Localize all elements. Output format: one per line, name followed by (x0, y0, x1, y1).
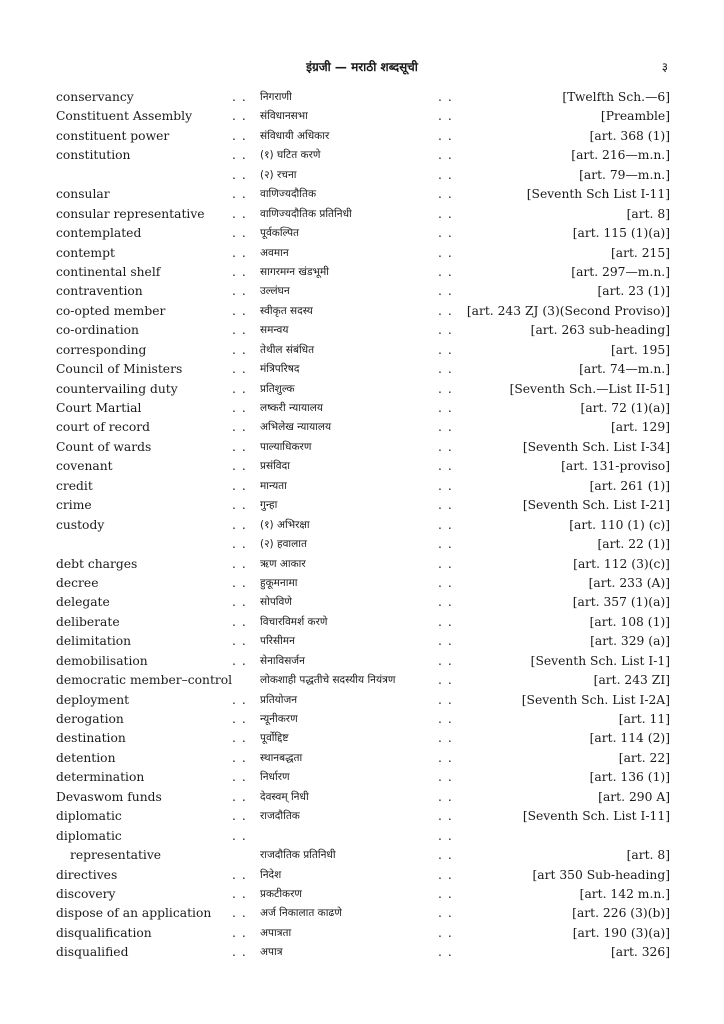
glossary-entry (56, 866, 670, 885)
leader-dots: . . (438, 634, 453, 649)
english-term: crime (56, 498, 92, 513)
article-reference: [art. 129] (610, 420, 670, 435)
marathi-term: (१) घटित करणे (260, 149, 321, 162)
leader-dots: . . (232, 420, 247, 435)
leader-dots: . . (232, 148, 247, 163)
english-term: Count of wards (56, 439, 152, 454)
leader-dots: . . (232, 401, 247, 415)
article-reference: [art. 368 (1)] (589, 128, 670, 143)
english-term: Council of Ministers (56, 362, 183, 377)
leader-dots: . . (438, 187, 453, 202)
glossary-entry (56, 438, 670, 457)
leader-dots: . . (438, 517, 453, 532)
article-reference: [art. 112 (3)(c)] (573, 556, 670, 571)
marathi-term: वाणिज्यदौतिक प्रतिनिधी (260, 207, 352, 220)
leader-dots: . . (438, 712, 453, 726)
glossary-entry (56, 496, 670, 515)
leader-dots: . . (438, 595, 453, 610)
marathi-term: न्यूनीकरण (260, 713, 298, 725)
article-reference: [art. 243 ZJ (3)(Second Proviso)] (466, 303, 670, 318)
article-reference: [art. 131-proviso] (561, 459, 670, 474)
english-term: constitution (56, 148, 131, 163)
marathi-term: देवस्वम् निधी (260, 790, 309, 803)
english-term: consular representative (56, 206, 205, 221)
marathi-term: ऋण आकार (260, 557, 306, 570)
marathi-term: निदेश (260, 868, 282, 881)
glossary-entry (56, 321, 670, 340)
english-term: determination (56, 770, 145, 785)
article-reference: [Seventh Sch. List I-11] (522, 809, 670, 824)
leader-dots: . . (232, 459, 247, 474)
leader-dots: . . (438, 323, 453, 338)
article-reference: [Seventh Sch. List I-21] (522, 498, 670, 513)
article-reference: [art. 329 (a)] (590, 634, 670, 649)
leader-dots: . . (438, 401, 453, 415)
english-term: decree (56, 575, 99, 590)
glossary-entry (56, 263, 670, 282)
marathi-term: पूर्वकल्पित (260, 227, 300, 240)
leader-dots: . . (438, 925, 453, 940)
leader-dots: . . (232, 537, 247, 552)
glossary-entry (56, 477, 670, 496)
leader-dots: . . (438, 226, 453, 241)
marathi-term: प्रतिशुल्क (260, 382, 295, 395)
marathi-term: (२) रचना (260, 168, 297, 181)
english-term: diplomatic (56, 809, 122, 824)
leader-dots: . . (232, 362, 247, 377)
leader-dots: . . (438, 692, 453, 707)
article-reference: [Seventh Sch. List I-1] (530, 653, 670, 668)
leader-dots: . . (232, 342, 247, 357)
leader-dots: . . (232, 925, 247, 940)
english-term: derogation (56, 712, 124, 726)
article-reference: [Preamble] (600, 109, 670, 124)
leader-dots: . . (438, 381, 453, 396)
glossary-entry (56, 146, 670, 165)
article-reference: [art. 115 (1)(a)] (572, 226, 670, 241)
article-reference: [art. 216—m.n.] (571, 148, 670, 163)
english-term: countervailing duty (56, 381, 178, 396)
glossary-entry (56, 613, 670, 632)
leader-dots: . . (438, 342, 453, 357)
leader-dots: . . (438, 245, 453, 260)
leader-dots: . . (232, 439, 247, 454)
english-term: constituent power (56, 128, 170, 143)
marathi-term: गुन्हा (260, 499, 278, 512)
glossary-entry (56, 399, 670, 418)
leader-dots: . . (232, 128, 247, 143)
english-term: disqualification (56, 925, 152, 940)
article-reference: [art. 22] (618, 750, 670, 765)
marathi-term: अभिलेख न्यायालय (260, 421, 332, 434)
leader-dots: . . (232, 226, 247, 241)
marathi-term: संविधायी अधिकार (260, 129, 330, 142)
glossary-entry (56, 516, 670, 535)
leader-dots: . . (232, 712, 247, 726)
leader-dots: . . (438, 731, 453, 746)
marathi-term: प्रतियोजन (260, 693, 298, 706)
marathi-term: मंत्रिपरिषद (260, 363, 300, 376)
article-reference: [art. 11] (618, 712, 670, 726)
glossary-entry (56, 88, 670, 107)
article-reference: [art. 23 (1)] (597, 284, 670, 299)
leader-dots: . . (232, 575, 247, 590)
leader-dots: . . (438, 673, 453, 688)
leader-dots: . . (438, 770, 453, 785)
english-term: corresponding (56, 342, 147, 357)
leader-dots: . . (438, 90, 453, 104)
article-reference: [art. 233 (A)] (588, 575, 670, 590)
glossary-entry (56, 535, 670, 554)
marathi-term: अपात्र (260, 946, 283, 959)
article-reference: [art. 263 sub-heading] (530, 323, 670, 338)
marathi-term: प्रकटीकरण (260, 887, 302, 900)
marathi-term: हुकूमनामा (260, 576, 298, 589)
marathi-term: प्रसंविदा (260, 460, 290, 473)
marathi-term: राजदौतिक (260, 810, 300, 823)
glossary-entry (56, 827, 670, 846)
glossary-entry (56, 671, 670, 690)
glossary-entry (56, 652, 670, 671)
leader-dots: . . (438, 148, 453, 163)
leader-dots: . . (438, 750, 453, 765)
leader-dots: . . (438, 206, 453, 221)
glossary-entry (56, 574, 670, 593)
article-reference: [art. 22 (1)] (597, 537, 670, 552)
english-term: representative (70, 848, 162, 863)
english-term: directives (56, 867, 118, 882)
glossary-entry (56, 244, 670, 263)
glossary-entry (56, 885, 670, 904)
leader-dots: . . (232, 517, 247, 532)
english-term: detention (56, 750, 116, 765)
leader-dots: . . (232, 109, 247, 124)
english-term: diplomatic (56, 828, 122, 843)
marathi-term: (२) हवालात (260, 538, 307, 551)
glossary-entry (56, 846, 670, 865)
leader-dots: . . (232, 206, 247, 221)
english-term: covenant (56, 459, 113, 474)
glossary-entry (56, 768, 670, 787)
article-reference: [art. 72 (1)(a)] (580, 401, 670, 415)
glossary-entry (56, 107, 670, 126)
leader-dots: . . (438, 128, 453, 143)
marathi-term: अवमान (260, 246, 289, 259)
leader-dots: . . (232, 789, 247, 804)
english-term: destination (56, 731, 126, 746)
leader-dots: . . (232, 750, 247, 765)
leader-dots: . . (232, 828, 247, 843)
marathi-term: सेनाविसर्जन (260, 654, 305, 667)
leader-dots: . . (438, 809, 453, 824)
leader-dots: . . (438, 614, 453, 629)
article-reference: [art. 357 (1)(a)] (572, 595, 670, 610)
marathi-term: सागरमग्न खंडभूमी (260, 265, 330, 278)
english-term: delimitation (56, 634, 132, 649)
leader-dots: . . (232, 614, 247, 629)
leader-dots: . . (232, 187, 247, 202)
leader-dots: . . (438, 362, 453, 377)
marathi-term: उल्लंघन (260, 285, 290, 298)
leader-dots: . . (232, 906, 247, 921)
leader-dots: . . (438, 789, 453, 804)
english-term: disqualified (56, 945, 129, 960)
article-reference: [Seventh Sch. List I-2A] (521, 692, 670, 707)
leader-dots: . . (438, 498, 453, 513)
leader-dots: . . (438, 945, 453, 960)
glossary-entry (56, 360, 670, 379)
leader-dots: . . (232, 556, 247, 571)
leader-dots: . . (232, 867, 247, 882)
leader-dots: . . (438, 886, 453, 901)
glossary-entry (56, 224, 670, 243)
marathi-term: राजदौतिक प्रतिनिधी (260, 849, 336, 862)
english-term: deployment (56, 692, 130, 707)
leader-dots: . . (438, 537, 453, 552)
english-term: Constituent Assembly (56, 109, 193, 124)
article-reference: [Seventh Sch List I-11] (526, 187, 670, 202)
marathi-term: पाल्याधिकरण (260, 440, 312, 453)
glossary-entry (56, 593, 670, 612)
leader-dots: . . (438, 284, 453, 299)
glossary-entry (56, 457, 670, 476)
article-reference: [art. 142 m.n.] (579, 886, 670, 901)
english-term: continental shelf (56, 264, 161, 279)
marathi-term: संविधानसभा (260, 110, 308, 123)
glossary-entry (56, 904, 670, 923)
marathi-term: तेथील संबंधित (260, 343, 315, 356)
glossary-entry (56, 788, 670, 807)
marathi-term: लष्करी न्यायालय (260, 402, 323, 414)
glossary-entry (56, 127, 670, 146)
english-term: custody (56, 517, 105, 532)
leader-dots: . . (232, 478, 247, 493)
english-term: democratic member–control (56, 673, 233, 688)
article-reference: [art. 8] (626, 206, 670, 221)
leader-dots: . . (438, 653, 453, 668)
leader-dots: . . (232, 731, 247, 746)
article-reference: [art. 74—m.n.] (579, 362, 670, 377)
glossary-entry (56, 185, 670, 204)
leader-dots: . . (438, 575, 453, 590)
page-number: ३ (661, 60, 668, 74)
leader-dots: . . (438, 478, 453, 493)
page-header (0, 58, 724, 78)
leader-dots: . . (438, 264, 453, 279)
glossary-entry (56, 729, 670, 748)
article-reference: [art. 108 (1)] (589, 614, 670, 629)
marathi-term: अपात्रता (260, 926, 292, 939)
leader-dots: . . (232, 381, 247, 396)
english-term: co-ordination (56, 323, 139, 338)
marathi-term: स्थानबद्धता (260, 751, 303, 764)
glossary-entry (56, 943, 670, 962)
article-reference: [art. 226 (3)(b)] (572, 906, 670, 921)
leader-dots: . . (438, 167, 453, 182)
english-term: discovery (56, 886, 116, 901)
leader-dots: . . (232, 945, 247, 960)
english-term: Devaswom funds (56, 789, 162, 804)
glossary-entry (56, 166, 670, 185)
english-term: contravention (56, 284, 143, 299)
leader-dots: . . (438, 848, 453, 863)
english-term: dispose of an application (56, 906, 212, 921)
english-term: Court Martial (56, 401, 142, 415)
marathi-term: परिसीमन (260, 635, 295, 648)
english-term: conservancy (56, 90, 134, 104)
glossary-entry (56, 380, 670, 399)
page-title: इंग्रजी — मराठी शब्दसूची (306, 60, 418, 74)
english-term: demobilisation (56, 653, 148, 668)
english-term: contemplated (56, 226, 142, 241)
marathi-term: अर्ज निकालात काढणे (260, 907, 342, 920)
english-term: delegate (56, 595, 110, 610)
article-reference: [art. 215] (610, 245, 670, 260)
english-term: consular (56, 187, 110, 202)
glossary-entry (56, 205, 670, 224)
article-reference: [art. 110 (1) (c)] (569, 517, 670, 532)
glossary-list (56, 88, 670, 963)
glossary-entry (56, 282, 670, 301)
marathi-term: स्वीकृत सदस्य (260, 304, 313, 317)
leader-dots: . . (232, 498, 247, 513)
article-reference: [art. 136 (1)] (589, 770, 670, 785)
marathi-term: सोपविणे (260, 596, 292, 609)
article-reference: [art. 190 (3)(a)] (572, 925, 670, 940)
glossary-entry (56, 418, 670, 437)
glossary-entry (56, 341, 670, 360)
article-reference: [art. 8] (626, 848, 670, 863)
leader-dots: . . (232, 303, 247, 318)
article-reference: [Seventh Sch. List I-34] (522, 439, 670, 454)
leader-dots: . . (232, 886, 247, 901)
english-term: deliberate (56, 614, 120, 629)
marathi-term: निगराणी (260, 91, 292, 103)
leader-dots: . . (438, 556, 453, 571)
leader-dots: . . (438, 906, 453, 921)
leader-dots: . . (232, 692, 247, 707)
marathi-term: निर्धारण (260, 771, 290, 784)
glossary-entry (56, 710, 670, 729)
glossary-entry (56, 807, 670, 826)
article-reference: [art. 261 (1)] (589, 478, 670, 493)
english-term: court of record (56, 420, 150, 435)
leader-dots: . . (232, 595, 247, 610)
article-reference: [art. 326] (610, 945, 670, 960)
article-reference: [art. 79—m.n.] (579, 167, 670, 182)
leader-dots: . . (232, 284, 247, 299)
leader-dots: . . (438, 828, 453, 843)
leader-dots: . . (438, 867, 453, 882)
article-reference: [art. 290 A] (598, 789, 670, 804)
english-term: credit (56, 478, 93, 493)
english-term: debt charges (56, 556, 138, 571)
leader-dots: . . (438, 109, 453, 124)
marathi-term: (१) अभिरक्षा (260, 518, 310, 531)
article-reference: [art. 297—m.n.] (571, 264, 670, 279)
marathi-term: समन्वय (260, 324, 289, 337)
article-reference: [art. 243 ZI] (593, 673, 670, 688)
leader-dots: . . (438, 420, 453, 435)
leader-dots: . . (438, 439, 453, 454)
english-term: contempt (56, 245, 115, 260)
marathi-term: वाणिज्यदौतिक (260, 188, 317, 201)
glossary-entry (56, 632, 670, 651)
marathi-term: मान्यता (260, 479, 287, 492)
article-reference: [art 350 Sub-heading] (532, 867, 670, 882)
leader-dots: . . (232, 634, 247, 649)
leader-dots: . . (232, 167, 247, 182)
glossary-entry (56, 555, 670, 574)
leader-dots: . . (232, 809, 247, 824)
marathi-term: विचारविमर्श करणे (260, 615, 328, 628)
marathi-term: लोकशाही पद्धतीचे सदस्यीय नियंत्रण (260, 674, 396, 687)
leader-dots: . . (232, 323, 247, 338)
leader-dots: . . (438, 459, 453, 474)
leader-dots: . . (232, 770, 247, 785)
article-reference: [art. 114 (2)] (589, 731, 670, 746)
leader-dots: . . (232, 90, 247, 104)
glossary-entry (56, 302, 670, 321)
leader-dots: . . (438, 303, 453, 318)
article-reference: [Twelfth Sch.—6] (562, 90, 670, 104)
leader-dots: . . (232, 653, 247, 668)
article-reference: [art. 195] (610, 342, 670, 357)
english-term: co-opted member (56, 303, 166, 318)
glossary-entry (56, 749, 670, 768)
leader-dots: . . (232, 245, 247, 260)
marathi-term: पूर्वोद्दिष्ट (260, 732, 289, 745)
glossary-entry (56, 924, 670, 943)
glossary-entry (56, 691, 670, 710)
article-reference: [Seventh Sch.—List II-51] (509, 381, 670, 396)
leader-dots: . . (232, 264, 247, 279)
